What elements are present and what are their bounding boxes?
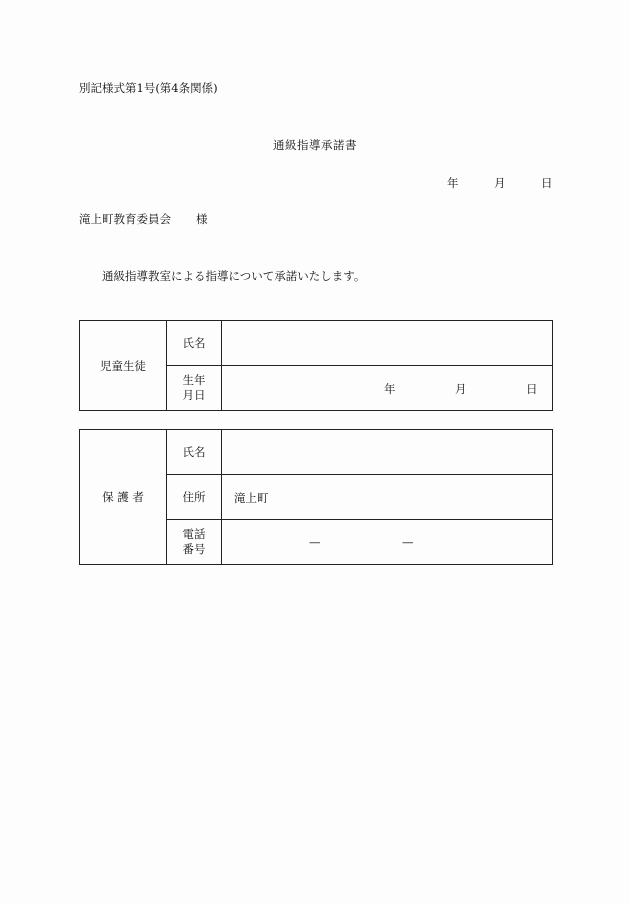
guardian-phone-label [167,520,222,565]
date-month: 月 [494,176,506,190]
addressee: 滝上町教育委員会 [79,212,171,226]
student-group-label: 児童生徒 [80,321,167,411]
guardian-table [79,429,553,565]
date-year: 年 [447,176,459,190]
address-prefix: 滝上町 [234,491,269,505]
guardian-name-field[interactable] [222,430,553,475]
birth-day-unit: 日 [526,382,538,396]
phone-label-line2: 番号 [182,542,206,556]
guardian-group-label: 保 護 者 [80,430,167,565]
birthdate-label-line2: 月日 [182,388,206,402]
phone-label-line1: 電話 [182,527,206,541]
student-name-label: 氏名 [167,321,222,366]
student-birthdate-label [167,366,222,411]
document-title: 通級指導承諾書 [273,138,357,152]
guardian-phone-field[interactable] [222,520,553,565]
phone-separator-1: — [309,535,321,549]
student-birthdate-field[interactable] [222,366,553,411]
student-name-field[interactable] [222,321,553,366]
birthdate-label-line1: 生年 [182,373,206,387]
student-table [79,320,553,411]
guardian-address-label: 住所 [167,475,222,520]
date-day: 日 [541,176,553,190]
consent-statement: 通級指導教室による指導について承諾いたします。 [102,269,366,283]
guardian-address-field[interactable] [222,475,553,520]
phone-separator-2: — [402,535,414,549]
birth-year-unit: 年 [384,382,396,396]
form-number: 別記様式第1号(第4条関係) [79,81,218,95]
honorific: 様 [196,212,208,226]
birth-month-unit: 月 [455,382,467,396]
guardian-name-label: 氏名 [167,430,222,475]
